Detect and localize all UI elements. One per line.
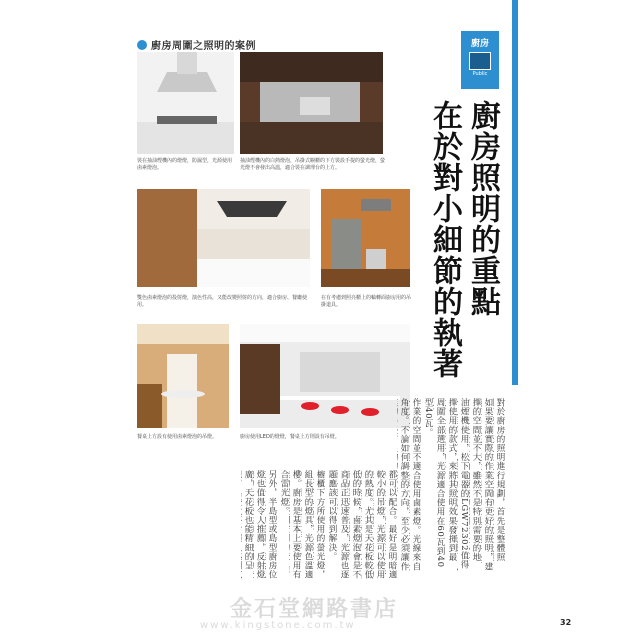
caption-2: 抽油煙機內的白熱燈泡，吊掛式櫥櫃的下方裝設手提的螢光燈，螢光燈不會發出高溫，適合裝在調理台的上方。 (240, 158, 386, 171)
photo-white-kitchen-art (137, 189, 310, 287)
photo-wood-kitchen-art (240, 52, 383, 154)
side-accent-bar (512, 0, 518, 385)
headline-line-2: 在於對小細節的執著 (427, 100, 462, 379)
body-column: 擇的空間並不大，雖然不是特別需要的地 (471, 398, 481, 562)
watermark-logo: 金石堂網路書店 (230, 597, 399, 622)
section-header (137, 37, 256, 52)
watermark-url: www.kingstone.com.tw (200, 620, 356, 631)
body-column: 擇使用的款式，來將其照明效果發揮到最 (447, 398, 457, 562)
body-column: 合雷光燈。 (279, 470, 289, 516)
caption-1: 裝在抽油煙機內的燈燈，防濕型，光源使用鹵素燈泡。 (137, 158, 233, 171)
bullet-icon (137, 40, 147, 50)
body-column: 的熱度。尤其是天花板較低 (363, 470, 373, 580)
body-column: 樓。廚房是基本上要使用有 (291, 470, 301, 580)
photo-wood-kitchen (240, 52, 383, 154)
section-title: 廚房周圍之照明的案例 (151, 41, 256, 52)
body-column: 較小的吊燈，光源可以使用 (375, 470, 385, 580)
body-column: 角度。不論如何調整的方向，至少必須讓作 (399, 398, 409, 571)
photo-range-hood-art (137, 52, 234, 154)
body-column: 組長型的燈具，光源色溫適 (303, 470, 313, 580)
body-column: 周圍全部選用，光源適合使用在60瓦到40 (435, 398, 445, 568)
body-column: 低的時候，鹵素燈泡會是不 (351, 470, 361, 580)
body-column: 燈也值得令人推薦，反射燈 (255, 470, 265, 580)
photo-red-stools (240, 324, 410, 428)
body-column: 都可以配合。最好是明暗適 (387, 470, 397, 580)
body-column: 對於廚房的照明進行規劃，首先是整體照 (495, 398, 505, 562)
photo-red-stools-art (240, 324, 410, 428)
category-tag (461, 31, 499, 89)
headline-line-1: 廚房照明的重點 (465, 100, 500, 317)
body-column: 作業的空間並不適合使用鹵素燈。光線來自 (411, 398, 421, 571)
caption-4: 雙色鹵素燈泡的投射燈，演色性高，又能改變照射的方向，適合廚房、餐廳使用。 (137, 295, 308, 308)
photo-pendant-dining (137, 324, 229, 428)
photo-stone-wall-kitchen (321, 189, 410, 287)
body-column: 廣，天花板也能精細的呈 (243, 470, 253, 571)
caption-7: 廚房使用LED的燈燈，餐桌上方則設有吊燈。 (240, 434, 340, 440)
photo-white-kitchen (137, 189, 310, 287)
page-number: 32 (560, 618, 572, 627)
body-column: 另外，半島型或島型廚房位 (267, 470, 277, 580)
kitchen-icon (469, 52, 491, 70)
caption-5: 在有考慮到照亮櫃上的輪轉面廚房用的吊掛道具。 (321, 295, 412, 308)
body-column: 如果要讓實際的作業空間有更好的照明，建 (483, 398, 493, 571)
body-column: 油煙機使用，松下電器的LGW72302值得 (459, 398, 469, 570)
body-column: 櫥櫃下方所使用的螢光燈， (315, 470, 325, 580)
caption-6: 餐桌上方設有使用鹵素燈泡的吊燈。 (137, 434, 218, 440)
body-column: 題應該可以得到解決。 (327, 470, 337, 561)
tag-sub: Public (472, 71, 488, 77)
photo-pendant-dining-art (137, 324, 229, 428)
photo-stone-wall-kitchen-art (321, 189, 410, 287)
photo-range-hood (137, 52, 234, 154)
body-column: 商品正迅速普及，光源也逐 (339, 470, 349, 580)
body-column: 型40瓦。 (423, 398, 433, 438)
tag-label: 廚房 (470, 39, 489, 49)
